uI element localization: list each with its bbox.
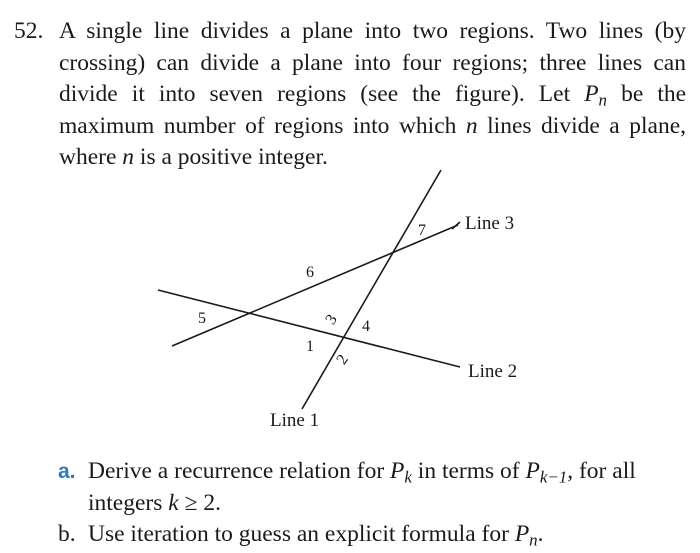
- subscript-k: k: [404, 467, 412, 487]
- statement-text: the maximum number of regions into which: [59, 81, 687, 139]
- symbol-p: P: [525, 458, 540, 484]
- part-a-text: ≥ 2.: [184, 489, 221, 516]
- statement-text: lines divide a: [487, 112, 620, 139]
- line-2-label: Line 2: [468, 361, 518, 382]
- statement-text: crossing) can divide a plane into four regions; three lines: [59, 49, 643, 76]
- statement-text: is a positive integer.: [139, 144, 328, 170]
- symbol-k: k: [168, 489, 179, 516]
- part-b-text: Use iteration to guess an explicit formula for: [88, 521, 509, 547]
- leader-line-3: [452, 222, 460, 229]
- subscript-n: n: [529, 530, 538, 550]
- symbol-p: P: [584, 81, 599, 107]
- line-1: [302, 170, 441, 409]
- statement-text: plane, where: [59, 112, 687, 170]
- line-2: [158, 290, 460, 367]
- line-3-label: Line 3: [465, 213, 515, 234]
- symbol-n: n: [465, 112, 478, 139]
- part-a: [58, 456, 658, 519]
- region-label-5: 5: [198, 310, 206, 327]
- part-a-text: in terms of: [417, 458, 520, 484]
- symbol-n: n: [122, 144, 135, 170]
- region-label-6: 6: [306, 264, 314, 281]
- problem-parts: [58, 456, 658, 551]
- region-label-3: 3: [322, 311, 341, 328]
- part-b-text: .: [537, 521, 544, 547]
- part-a-text: all integers: [88, 458, 636, 516]
- region-label-1: 1: [306, 338, 314, 355]
- region-label-7: 7: [418, 222, 426, 239]
- region-label-2: 2: [333, 351, 352, 368]
- statement-text: can divide it into seven regions (see the figure). Let: [59, 49, 686, 107]
- subscript-k-minus-1: k−1: [539, 467, 568, 487]
- line-3: [172, 225, 458, 346]
- part-a-label: a.: [58, 460, 76, 483]
- subscript-n: n: [598, 90, 607, 110]
- part-a-text: Derive a recurrence relation for: [88, 458, 385, 484]
- region-label-4: 4: [362, 318, 370, 335]
- symbol-p: P: [390, 458, 405, 484]
- part-b: [58, 519, 658, 551]
- symbol-p: P: [514, 521, 530, 547]
- problem-number: 52.: [14, 18, 44, 44]
- part-b-label: b.: [58, 521, 76, 547]
- statement-text: be: [621, 81, 644, 107]
- part-a-text: , for: [567, 458, 607, 484]
- statement-text: A single line divides a plane into two regions. Two lines (by: [59, 18, 686, 44]
- line-1-label: Line 1: [270, 410, 320, 431]
